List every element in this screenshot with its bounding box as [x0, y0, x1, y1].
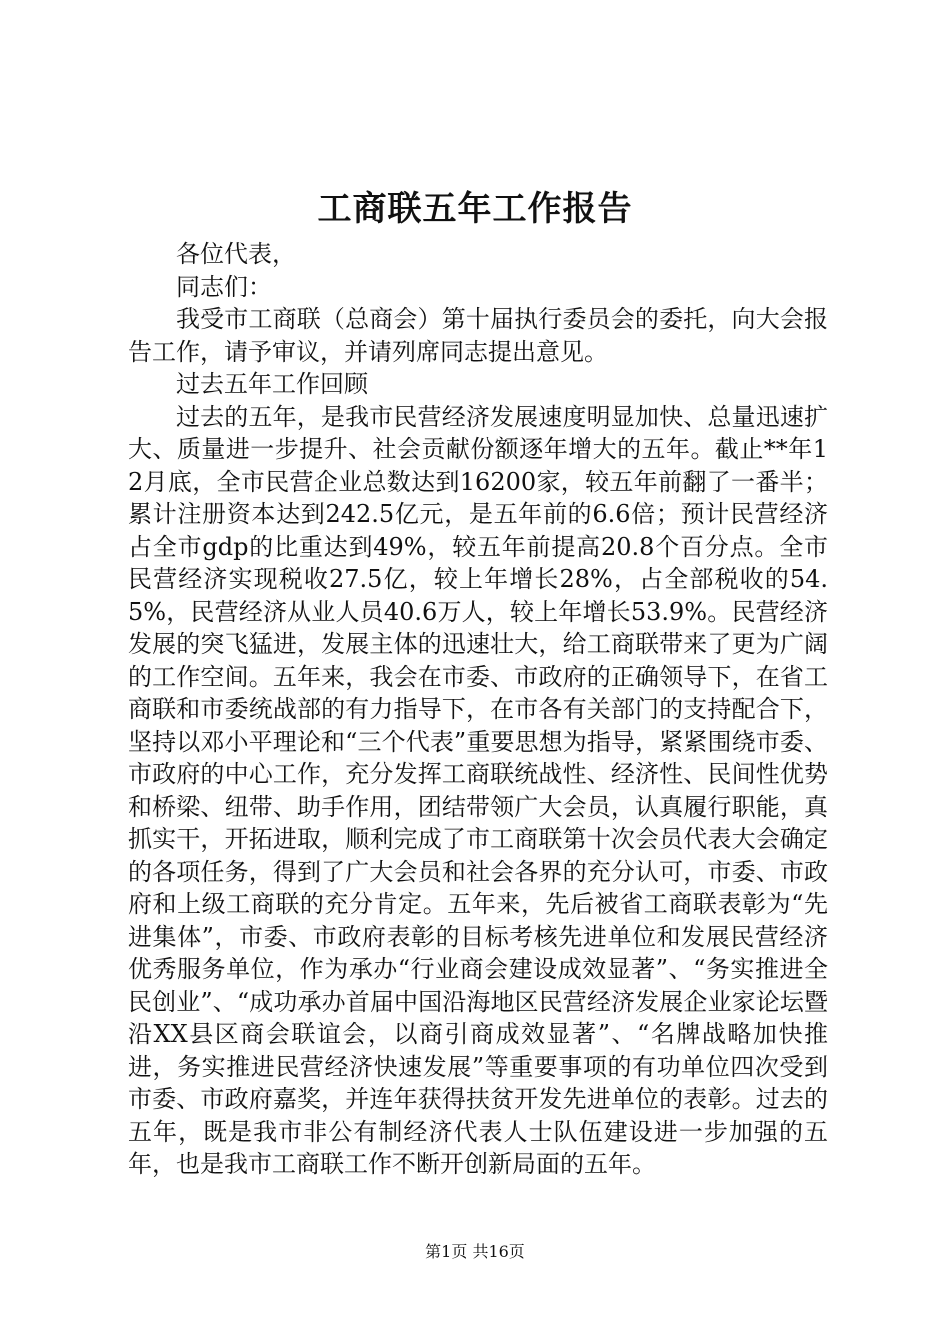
page-number-footer: 第1页 共16页 — [425, 1242, 525, 1261]
salutation-delegates: 各位代表， — [176, 240, 296, 268]
document-title: 工商联五年工作报告 — [317, 189, 633, 229]
section-heading: 过去五年工作回顾 — [176, 370, 368, 398]
document-body — [128, 238, 828, 1181]
salutation-comrades: 同志们： — [176, 272, 272, 301]
intro-paragraph: 我受市工商联（总商会）第十届执行委员会的委托，向大会报告工作，请予审议，并请列席同志提出意见。 — [128, 305, 828, 366]
review-paragraph: 过去的五年，是我市民营经济发展速度明显加快、总量迅速扩大、质量进一步提升、社会贡献份额逐年增大的五年。截止**年12月底，全市民营企业总数达到16200家，较五年前翻了一番半；累计注册资本达到242.5亿元，是五年前的6.6倍；预计民营经济占全市gdp的比重达到49%，较五年前提高20.8个百分点。全市民营经济实现税收27.5亿，较上年增长28%，占全部税收的54.5%，民营经济从业人员40.6万人，较上年增长53.9%。民营经济发展的突飞猛进，发展主体的迅速壮大，给工商联带来了更为广阔的工作空间。五年来，我会在市委、市政府的正确领导下，在省工商联和市委统战部的有力指导下，在市各有关部门的支持配合下，坚持以邓小平理论和“三个代表”重要思想为指导，紧紧围绕市委、市政府的中心工作，充分发挥工商联统战性、经济性、民间性优势和桥梁、纽带、助手作用，团结带领广大会员，认真履行职能，真抓实干，开拓进取，顺利完成了市工商联第十次会员代表大会确定的各项任务，得到了广大会员和社会各界的充分认可，市委、市政府和上级工商联的充分肯定。五年来，先后被省工商联表彰为“先进集体”，市委、市政府表彰的目标考核先进单位和发展民营经济优秀服务单位，作为承办“行业商会建设成效显著”、“务实推进全民创业”、“成功承办首届中国沿海地区民营经济发展企业家论坛暨沿XX县区商会联谊会，以商引商成效显著”、“名牌战略加快推进，务实推进民营经济快速发展”等重要事项的有功单位四次受到市委、市政府嘉奖，并连年获得扶贫开发先进单位的表彰。过去的五年，既是我市非公有制经济代表人士队伍建设进一步加强的五年，也是我市工商联工作不断开创新局面的五年。 — [128, 402, 828, 1178]
